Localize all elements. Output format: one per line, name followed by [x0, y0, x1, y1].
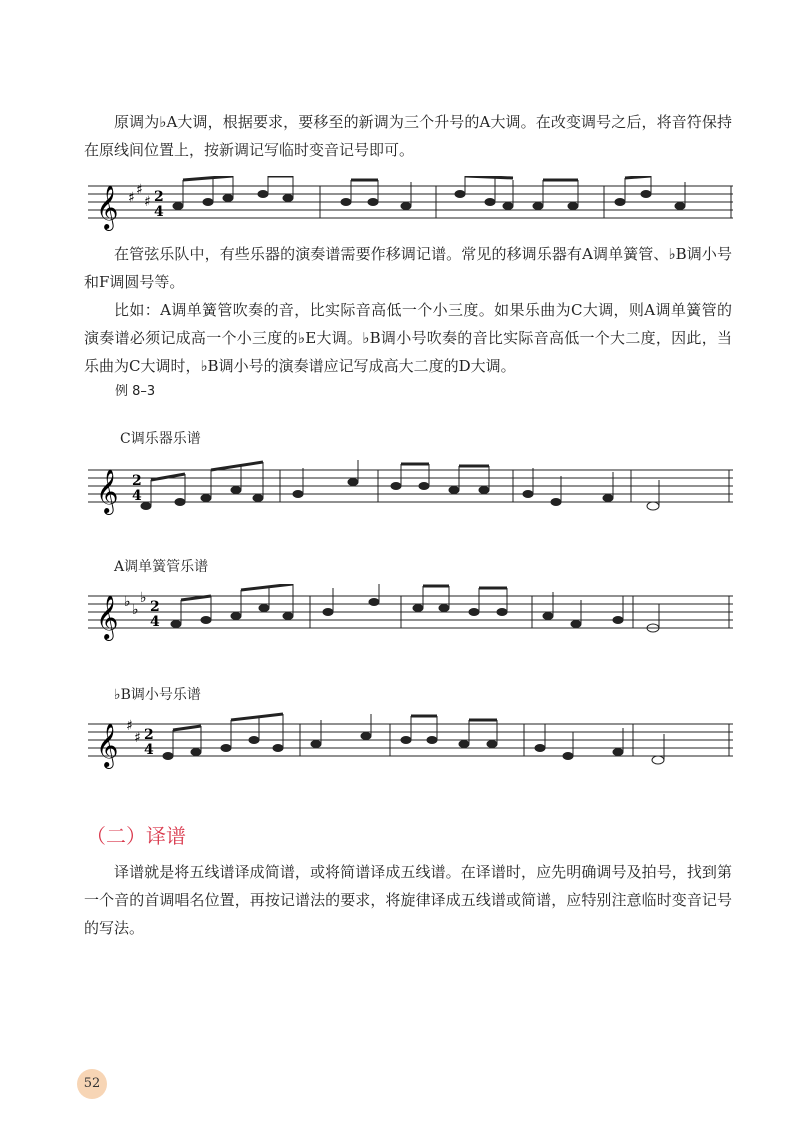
- svg-text:♯: ♯: [128, 190, 135, 206]
- svg-text:♯: ♯: [126, 718, 133, 734]
- svg-text:2: 2: [132, 473, 142, 489]
- music-staff-a: [88, 584, 733, 654]
- treble-clef-icon: 𝄞: [96, 185, 119, 229]
- example-label: 例 8–3: [115, 384, 156, 399]
- music-staff-c: [88, 458, 733, 528]
- page-number: 52: [77, 1069, 107, 1099]
- svg-text:2: 2: [144, 727, 154, 743]
- music-staff-b: [88, 712, 733, 782]
- svg-text:♯: ♯: [136, 182, 143, 198]
- svg-text:♭: ♭: [140, 590, 147, 606]
- svg-text:4: 4: [154, 204, 164, 220]
- section-heading: （二）译谱: [86, 824, 186, 848]
- treble-clef-icon: 𝄞: [96, 723, 119, 767]
- svg-text:4: 4: [132, 488, 142, 504]
- svg-text:♯: ♯: [134, 730, 141, 746]
- treble-clef-icon: 𝄞: [96, 469, 119, 513]
- svg-text:♭: ♭: [124, 594, 131, 610]
- music-staff-1: [88, 176, 733, 246]
- svg-text:♯: ♯: [144, 194, 151, 210]
- paragraph-transposing-instruments: 在管弦乐队中，有些乐器的演奏谱需要作移调记谱。常见的移调乐器有A调单簧管、♭B调小号和F调圆号等。: [84, 245, 732, 291]
- staff-label-b: ♭B调小号乐谱: [114, 687, 201, 703]
- paragraph-translation: 译谱就是将五线谱译成简谱，或将简谱译成五线谱。在译谱时，应先明确调号及拍号，找到第一个音的首调唱名位置，再按记谱法的要求，将旋律译成五线谱或简谱，应特别注意临时变音记号的写法。: [84, 863, 732, 937]
- svg-text:4: 4: [144, 742, 154, 758]
- svg-text:2: 2: [154, 189, 164, 205]
- svg-text:4: 4: [150, 614, 160, 630]
- treble-clef-icon: 𝄞: [96, 595, 119, 639]
- svg-text:2: 2: [150, 599, 160, 615]
- staff-label-c: C调乐器乐谱: [120, 431, 201, 447]
- staff-label-a: A调单簧管乐谱: [114, 559, 209, 575]
- svg-text:♭: ♭: [132, 602, 139, 618]
- paragraph-transposition-intro: 原调为♭A大调，根据要求，要移至的新调为三个升号的A大调。在改变调号之后，将音符保持在原线间位置上，按新调记写临时变音记号即可。: [84, 113, 732, 159]
- paragraph-example-explanation: 比如：A调单簧管吹奏的音，比实际音高低一个小三度。如果乐曲为C大调，则A调单簧管的演奏谱必须记成高一个小三度的♭E大调。♭B调小号吹奏的音比实际音高低一个大二度，因此，当乐曲为C大调时，♭B调小号的演奏谱应记写成高大二度的D大调。: [84, 301, 732, 375]
